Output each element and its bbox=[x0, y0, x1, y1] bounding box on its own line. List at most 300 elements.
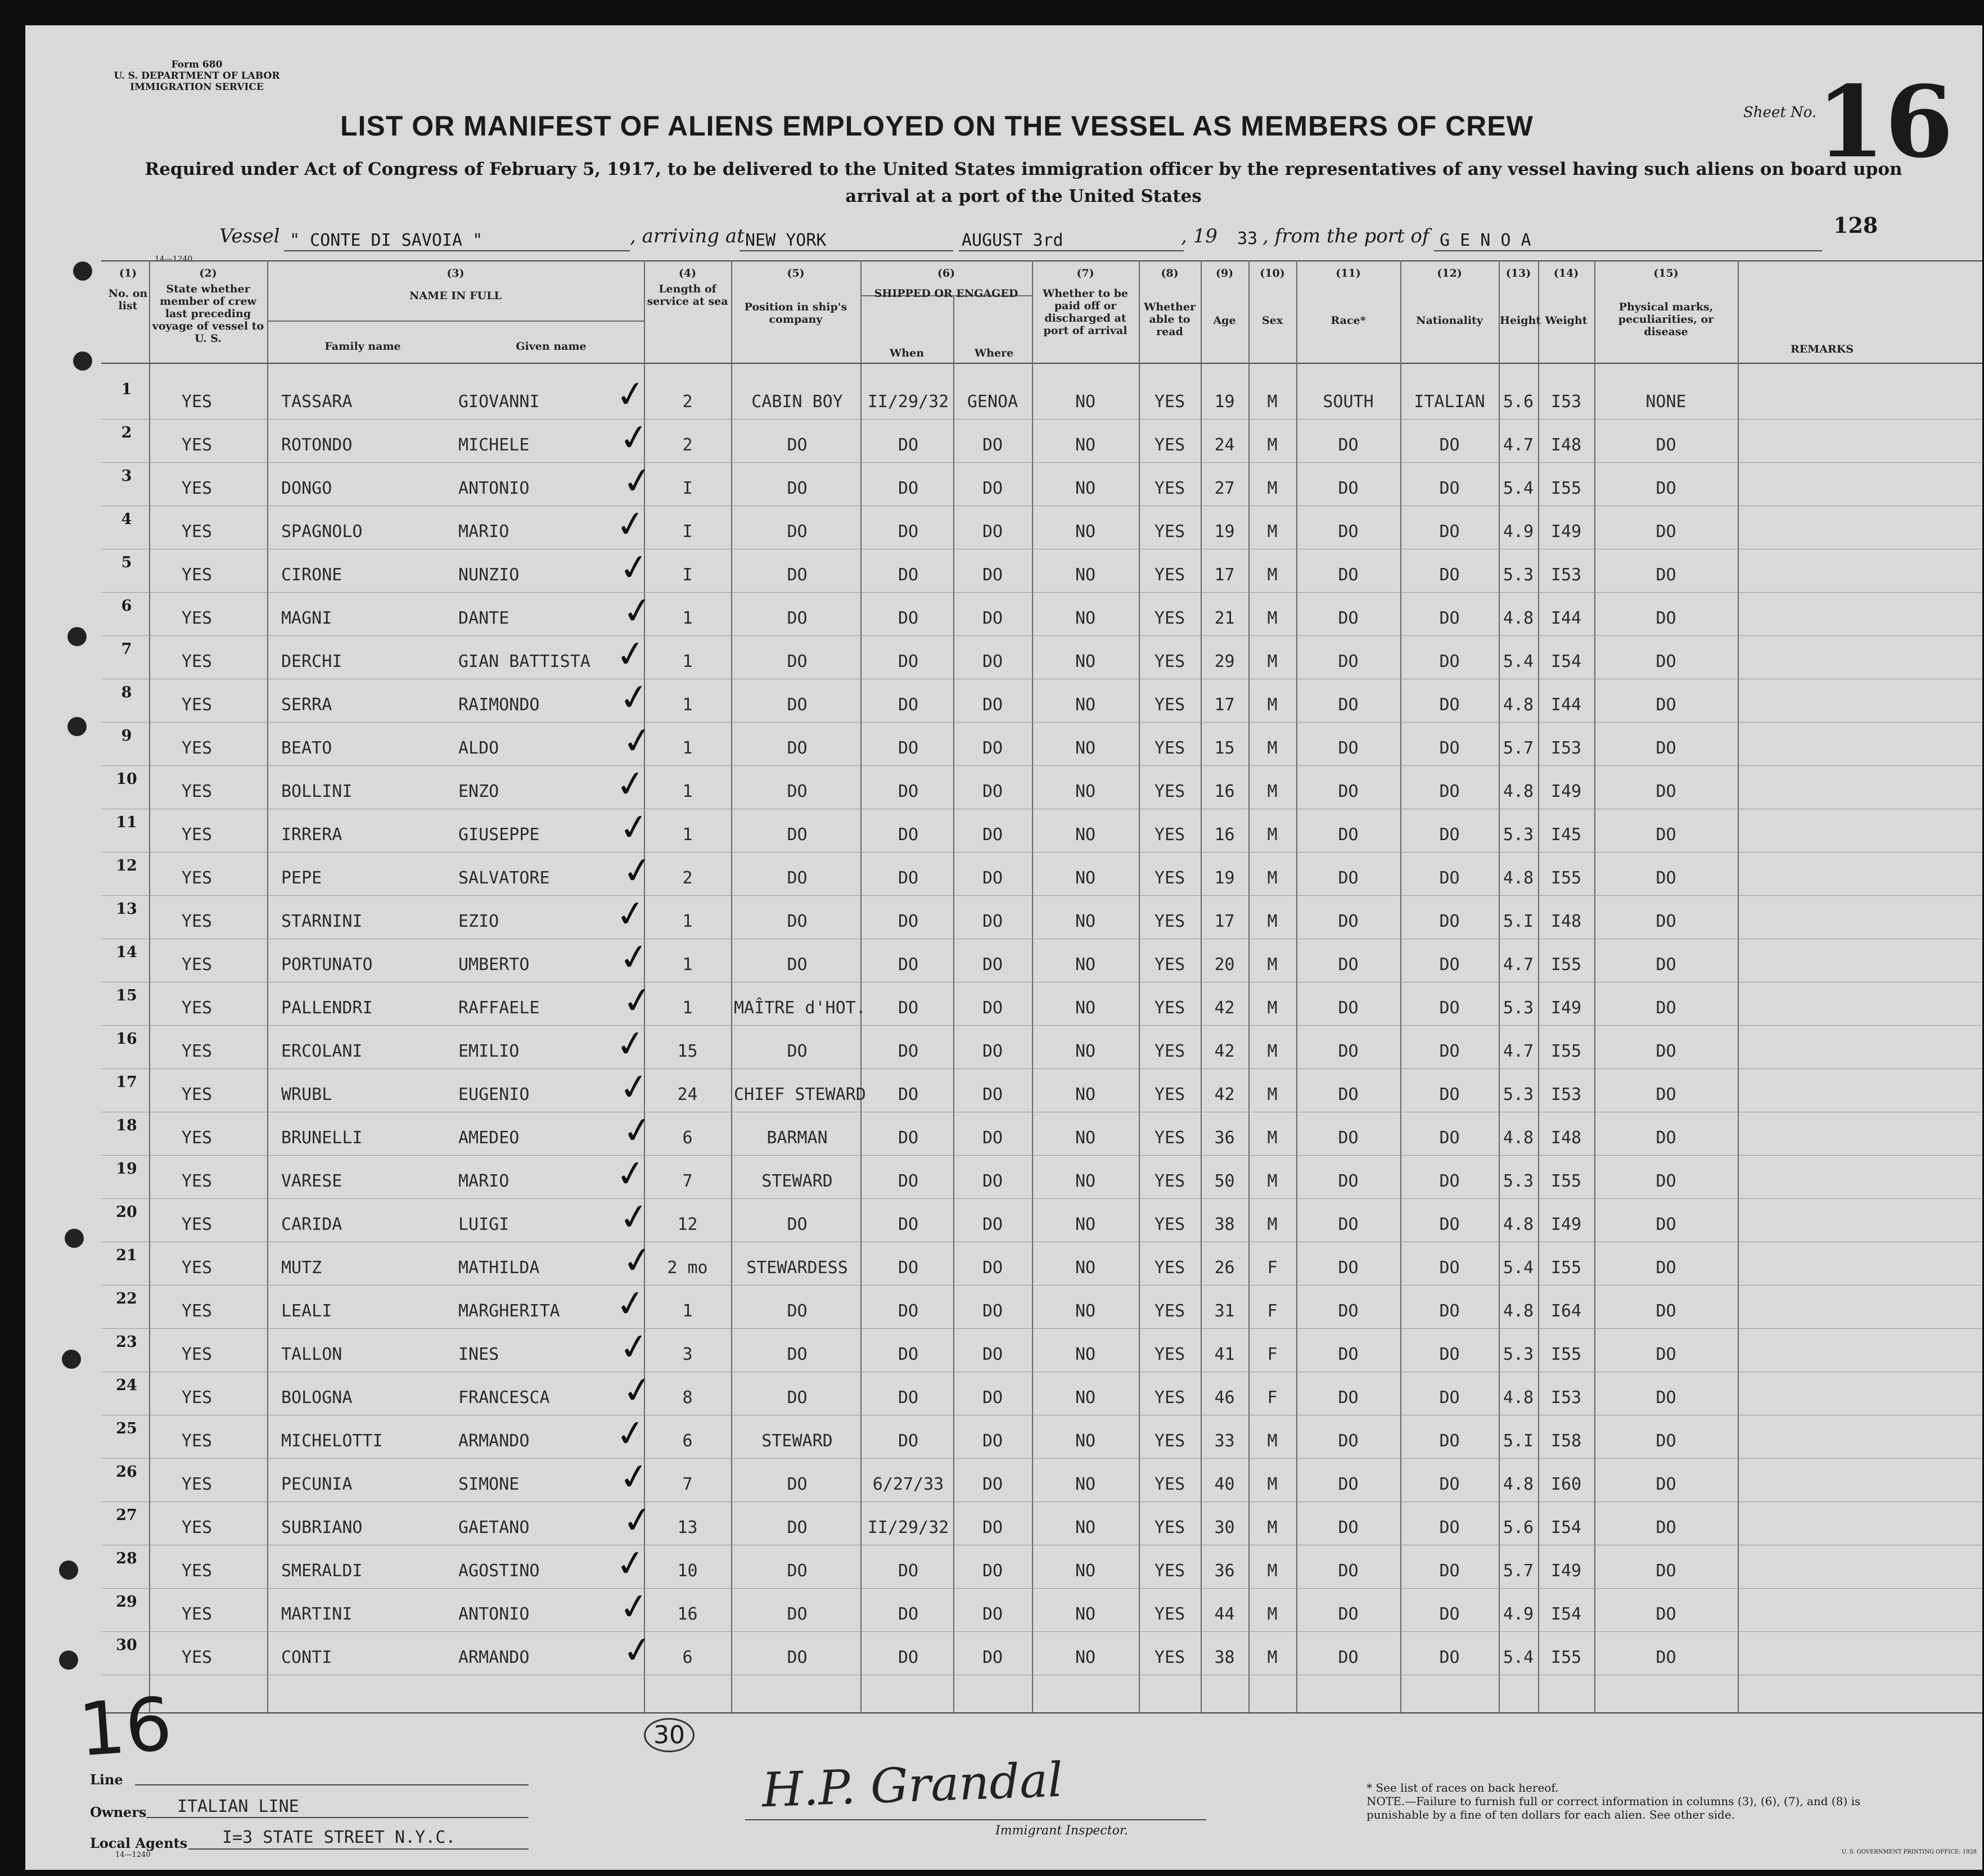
check-mark-icon: ✓ bbox=[620, 718, 656, 764]
arrival-year: 33 bbox=[1237, 229, 1258, 249]
cell-marks: DO bbox=[1656, 1258, 1676, 1278]
cell-weight: I53 bbox=[1550, 738, 1582, 758]
handwritten-page-number: 16 bbox=[75, 1681, 175, 1773]
cell-prev: YES bbox=[181, 782, 213, 801]
col-sex-header: (10) Sex bbox=[1260, 267, 1285, 327]
cell-read: YES bbox=[1154, 1128, 1185, 1148]
cell-race: DO bbox=[1338, 912, 1359, 931]
cell-marks: DO bbox=[1656, 695, 1676, 715]
col-nationality-header: (12) Nationality bbox=[1416, 267, 1483, 327]
check-mark-icon: ✓ bbox=[620, 1108, 656, 1154]
cell-marks: DO bbox=[1656, 652, 1676, 671]
cell-where: DO bbox=[982, 1215, 1003, 1234]
cell-position: DO bbox=[787, 479, 808, 498]
department-name: U. S. DEPARTMENT OF LABOR bbox=[114, 70, 280, 82]
cell-position: DO bbox=[787, 522, 808, 542]
cell-age: 15 bbox=[1214, 738, 1235, 758]
cell-read: YES bbox=[1154, 1518, 1185, 1537]
row-number: 10 bbox=[116, 770, 137, 788]
cell-race: DO bbox=[1338, 998, 1359, 1018]
check-mark-icon: ✓ bbox=[620, 1498, 656, 1544]
row-rule bbox=[101, 722, 1982, 723]
cell-given: FRANCESCA bbox=[458, 1388, 550, 1408]
cell-given: ENZO bbox=[458, 782, 499, 801]
cell-where: DO bbox=[982, 868, 1003, 888]
from-port-label: , from the port of bbox=[1262, 225, 1430, 247]
cell-weight: I49 bbox=[1550, 1561, 1582, 1581]
cell-sex: M bbox=[1267, 782, 1278, 801]
cell-when: DO bbox=[898, 1561, 919, 1581]
cell-where: DO bbox=[982, 1561, 1003, 1581]
check-mark-icon: ✓ bbox=[616, 1324, 652, 1370]
cell-prev: YES bbox=[181, 1301, 213, 1321]
cell-age: 21 bbox=[1214, 608, 1235, 628]
check-mark-icon: ✓ bbox=[613, 1151, 649, 1197]
cell-read: YES bbox=[1154, 695, 1185, 715]
col-when-header: When bbox=[889, 347, 925, 359]
cell-height: 5.3 bbox=[1503, 998, 1534, 1018]
cell-position: DO bbox=[787, 825, 808, 845]
cell-given: MARGHERITA bbox=[458, 1301, 560, 1321]
cell-given: GIOVANNI bbox=[458, 392, 540, 412]
cell-age: 36 bbox=[1214, 1128, 1235, 1148]
cell-where: DO bbox=[982, 1388, 1003, 1408]
row-number: 1 bbox=[121, 381, 132, 398]
cell-prev: YES bbox=[181, 738, 213, 758]
cell-family: VARESE bbox=[281, 1171, 342, 1191]
cell-family: WRUBL bbox=[281, 1085, 332, 1104]
cell-when: DO bbox=[898, 998, 919, 1018]
cell-family: MICHELOTTI bbox=[281, 1431, 383, 1451]
cell-nat: DO bbox=[1439, 998, 1460, 1018]
check-mark-icon: ✓ bbox=[613, 1541, 649, 1587]
row-number: 21 bbox=[116, 1247, 137, 1264]
row-rule bbox=[101, 1198, 1982, 1199]
cell-family: BOLLINI bbox=[281, 782, 353, 801]
cell-given: MICHELE bbox=[458, 435, 530, 455]
cell-height: 4.8 bbox=[1503, 1215, 1534, 1234]
cell-marks: DO bbox=[1656, 479, 1676, 498]
cell-prev: YES bbox=[181, 392, 213, 412]
cell-sex: M bbox=[1267, 1431, 1278, 1451]
cell-paid: NO bbox=[1075, 608, 1096, 628]
check-mark-icon: ✓ bbox=[616, 1584, 652, 1630]
cell-family: PORTUNATO bbox=[281, 955, 373, 975]
cell-where: DO bbox=[982, 1041, 1003, 1061]
cell-family: CONTI bbox=[281, 1648, 332, 1667]
cell-when: DO bbox=[898, 522, 919, 542]
row-number: 24 bbox=[116, 1377, 137, 1394]
cell-paid: NO bbox=[1075, 1474, 1096, 1494]
cell-service: 1 bbox=[682, 998, 693, 1018]
cell-nat: DO bbox=[1439, 782, 1460, 801]
cell-family: PEPE bbox=[281, 868, 322, 888]
cell-service: 1 bbox=[682, 738, 693, 758]
punch-hole bbox=[67, 717, 87, 736]
cell-service: I bbox=[682, 522, 693, 542]
cell-sex: M bbox=[1267, 1041, 1278, 1061]
row-number: 16 bbox=[116, 1030, 137, 1048]
cell-where: DO bbox=[982, 1474, 1003, 1494]
cell-nat: ITALIAN bbox=[1414, 392, 1485, 412]
cell-race: DO bbox=[1338, 565, 1359, 585]
cell-when: DO bbox=[898, 1604, 919, 1624]
cell-weight: I55 bbox=[1550, 1345, 1582, 1364]
cell-nat: DO bbox=[1439, 1258, 1460, 1278]
cell-height: 4.8 bbox=[1503, 1388, 1534, 1408]
cell-service: 15 bbox=[677, 1041, 698, 1061]
cell-given: MARIO bbox=[458, 522, 509, 542]
cell-read: YES bbox=[1154, 1171, 1185, 1191]
cell-where: DO bbox=[982, 1301, 1003, 1321]
cell-age: 38 bbox=[1214, 1215, 1235, 1234]
cell-sex: F bbox=[1267, 1301, 1278, 1321]
cell-race: DO bbox=[1338, 1215, 1359, 1234]
cell-weight: I49 bbox=[1550, 522, 1582, 542]
cell-sex: M bbox=[1267, 1648, 1278, 1667]
cell-prev: YES bbox=[181, 1171, 213, 1191]
cell-service: 2 bbox=[682, 435, 693, 455]
cell-paid: NO bbox=[1075, 1518, 1096, 1537]
cell-position: DO bbox=[787, 1215, 808, 1234]
cell-family: SERRA bbox=[281, 695, 332, 715]
cell-nat: DO bbox=[1439, 738, 1460, 758]
cell-race: DO bbox=[1338, 955, 1359, 975]
cell-where: DO bbox=[982, 912, 1003, 931]
cell-when: DO bbox=[898, 955, 919, 975]
cell-family: SMERALDI bbox=[281, 1561, 363, 1581]
cell-prev: YES bbox=[181, 1085, 213, 1104]
row-number: 25 bbox=[116, 1420, 137, 1437]
cell-when: DO bbox=[898, 1345, 919, 1364]
col-given-name-header: Given name bbox=[516, 340, 587, 353]
cell-family: BOLOGNA bbox=[281, 1388, 353, 1408]
cell-weight: I55 bbox=[1550, 1041, 1582, 1061]
cell-read: YES bbox=[1154, 1041, 1185, 1061]
cell-given: AGOSTINO bbox=[458, 1561, 540, 1581]
cell-given: EUGENIO bbox=[458, 1085, 530, 1104]
cell-race: DO bbox=[1338, 1128, 1359, 1148]
cell-sex: M bbox=[1267, 1604, 1278, 1624]
cell-service: 24 bbox=[677, 1085, 698, 1104]
cell-family: DONGO bbox=[281, 479, 332, 498]
cell-race: DO bbox=[1338, 695, 1359, 715]
cell-when: DO bbox=[898, 738, 919, 758]
cell-height: 5.6 bbox=[1503, 392, 1534, 412]
row-number: 15 bbox=[116, 987, 137, 1004]
cell-where: DO bbox=[982, 1518, 1003, 1537]
form-identifier bbox=[104, 59, 290, 93]
cell-family: PALLENDRI bbox=[281, 998, 373, 1018]
punch-hole bbox=[62, 1350, 81, 1369]
cell-height: 4.7 bbox=[1503, 1041, 1534, 1061]
cell-height: 4.8 bbox=[1503, 1128, 1534, 1148]
col-paid-off-header: (7) Whether to be paid off or discharged at port of arrival bbox=[1043, 267, 1128, 337]
check-mark-icon: ✓ bbox=[620, 458, 656, 504]
cell-age: 19 bbox=[1214, 522, 1235, 542]
row-number: 30 bbox=[116, 1636, 137, 1654]
cell-position: DO bbox=[787, 1561, 808, 1581]
cell-race: DO bbox=[1338, 608, 1359, 628]
cell-sex: M bbox=[1267, 998, 1278, 1018]
cell-sex: F bbox=[1267, 1345, 1278, 1364]
cell-nat: DO bbox=[1439, 1474, 1460, 1494]
cell-service: 6 bbox=[682, 1128, 693, 1148]
col-where-header: Where bbox=[974, 347, 1014, 359]
cell-prev: YES bbox=[181, 1648, 213, 1667]
cell-age: 33 bbox=[1214, 1431, 1235, 1451]
cell-nat: DO bbox=[1439, 825, 1460, 845]
cell-prev: YES bbox=[181, 1345, 213, 1364]
row-rule bbox=[101, 1501, 1982, 1502]
col-height-header: (13) Height bbox=[1500, 267, 1541, 327]
check-mark-icon: ✓ bbox=[613, 761, 649, 808]
cell-when: DO bbox=[898, 695, 919, 715]
cell-weight: I53 bbox=[1550, 1388, 1582, 1408]
col-family-name-header: Family name bbox=[324, 340, 401, 353]
cell-service: 1 bbox=[682, 782, 693, 801]
row-rule bbox=[101, 1328, 1982, 1329]
cell-service: 7 bbox=[682, 1474, 693, 1494]
cell-age: 31 bbox=[1214, 1301, 1235, 1321]
cell-read: YES bbox=[1154, 1474, 1185, 1494]
cell-weight: I45 bbox=[1550, 825, 1582, 845]
form-number: Form 680 bbox=[171, 59, 223, 70]
cell-marks: DO bbox=[1656, 1171, 1676, 1191]
cell-paid: NO bbox=[1075, 1648, 1096, 1667]
cell-nat: DO bbox=[1439, 522, 1460, 542]
cell-weight: I55 bbox=[1550, 479, 1582, 498]
cell-marks: DO bbox=[1656, 955, 1676, 975]
cell-where: DO bbox=[982, 1648, 1003, 1667]
check-mark-icon: ✓ bbox=[620, 1627, 656, 1674]
row-number: 20 bbox=[116, 1203, 137, 1221]
row-number: 5 bbox=[121, 554, 132, 571]
sheet-number: 16 bbox=[1816, 65, 1954, 180]
cell-prev: YES bbox=[181, 1474, 213, 1494]
cell-age: 17 bbox=[1214, 565, 1235, 585]
inspector-label: Immigrant Inspector. bbox=[995, 1824, 1128, 1838]
cell-family: PECUNIA bbox=[281, 1474, 353, 1494]
cell-weight: I49 bbox=[1550, 1215, 1582, 1234]
cell-given: RAFFAELE bbox=[458, 998, 540, 1018]
cell-service: 1 bbox=[682, 608, 693, 628]
row-rule bbox=[101, 895, 1982, 896]
cell-paid: NO bbox=[1075, 1041, 1096, 1061]
cell-prev: YES bbox=[181, 998, 213, 1018]
cell-height: 5.3 bbox=[1503, 1085, 1534, 1104]
year-prefix: , 19 bbox=[1181, 225, 1218, 247]
cell-paid: NO bbox=[1075, 738, 1096, 758]
cell-nat: DO bbox=[1439, 955, 1460, 975]
cell-given: MATHILDA bbox=[458, 1258, 540, 1278]
cell-where: DO bbox=[982, 652, 1003, 671]
row-number: 9 bbox=[121, 727, 132, 745]
cell-sex: M bbox=[1267, 608, 1278, 628]
check-mark-icon: ✓ bbox=[616, 545, 652, 591]
cell-height: 5.3 bbox=[1503, 565, 1534, 585]
cell-prev: YES bbox=[181, 565, 213, 585]
cell-where: DO bbox=[982, 782, 1003, 801]
cell-when: DO bbox=[898, 1431, 919, 1451]
cell-prev: YES bbox=[181, 522, 213, 542]
cell-paid: NO bbox=[1075, 1215, 1096, 1234]
cell-sex: M bbox=[1267, 912, 1278, 931]
cell-service: 7 bbox=[682, 1171, 693, 1191]
cell-where: DO bbox=[982, 955, 1003, 975]
cell-given: EZIO bbox=[458, 912, 499, 931]
row-number: 22 bbox=[116, 1290, 137, 1307]
cell-race: DO bbox=[1338, 1258, 1359, 1278]
cell-prev: YES bbox=[181, 1258, 213, 1278]
cell-prev: YES bbox=[181, 955, 213, 975]
cell-age: 38 bbox=[1214, 1648, 1235, 1667]
cell-service: 1 bbox=[682, 1301, 693, 1321]
cell-sex: M bbox=[1267, 955, 1278, 975]
cell-marks: DO bbox=[1656, 1431, 1676, 1451]
cell-when: DO bbox=[898, 1041, 919, 1061]
departure-port: G E N O A bbox=[1440, 231, 1531, 250]
cell-read: YES bbox=[1154, 1388, 1185, 1408]
cell-when: DO bbox=[898, 1301, 919, 1321]
cell-race: DO bbox=[1338, 1518, 1359, 1537]
cell-prev: YES bbox=[181, 1041, 213, 1061]
cell-nat: DO bbox=[1439, 1301, 1460, 1321]
cell-marks: DO bbox=[1656, 998, 1676, 1018]
cell-race: DO bbox=[1338, 1604, 1359, 1624]
cell-family: SUBRIANO bbox=[281, 1518, 363, 1537]
cell-nat: DO bbox=[1439, 652, 1460, 671]
cell-given: DANTE bbox=[458, 608, 509, 628]
cell-paid: NO bbox=[1075, 522, 1096, 542]
row-number: 7 bbox=[121, 641, 132, 658]
cell-height: 5.4 bbox=[1503, 652, 1534, 671]
cell-given: ARMANDO bbox=[458, 1431, 530, 1451]
cell-height: 5.I bbox=[1503, 1431, 1534, 1451]
cell-position: DO bbox=[787, 1388, 808, 1408]
footer-form-code: 14—1240 bbox=[115, 1851, 151, 1859]
cell-weight: I55 bbox=[1550, 955, 1582, 975]
cell-position: CABIN BOY bbox=[751, 392, 843, 412]
cell-position: DO bbox=[787, 652, 808, 671]
cell-nat: DO bbox=[1439, 1345, 1460, 1364]
cell-race: DO bbox=[1338, 1041, 1359, 1061]
cell-weight: I64 bbox=[1550, 1301, 1582, 1321]
cell-paid: NO bbox=[1075, 782, 1096, 801]
cell-service: 6 bbox=[682, 1648, 693, 1667]
cell-when: DO bbox=[898, 782, 919, 801]
cell-height: 5.4 bbox=[1503, 479, 1534, 498]
cell-service: 1 bbox=[682, 912, 693, 931]
cell-position: STEWARD bbox=[761, 1171, 833, 1191]
col-age-header: (9) Age bbox=[1213, 267, 1236, 327]
cell-service: I bbox=[682, 479, 693, 498]
cell-weight: I54 bbox=[1550, 1518, 1582, 1537]
printer-imprint: U. S. GOVERNMENT PRINTING OFFICE: 1928 bbox=[1842, 1849, 1977, 1855]
check-mark-icon: ✓ bbox=[620, 588, 656, 634]
penalty-note: NOTE.—Failure to furnish full or correct information in columns (3), (6), (7), and (8) is punishable by a fine of ten dollars for each alien. See other side. bbox=[1367, 1794, 1861, 1821]
punch-hole bbox=[67, 627, 87, 646]
cell-prev: YES bbox=[181, 868, 213, 888]
cell-race: DO bbox=[1338, 522, 1359, 542]
cell-race: DO bbox=[1338, 652, 1359, 671]
row-rule bbox=[101, 1631, 1982, 1632]
cell-race: SOUTH bbox=[1323, 392, 1374, 412]
cell-race: DO bbox=[1338, 479, 1359, 498]
cell-family: SPAGNOLO bbox=[281, 522, 363, 542]
cell-where: DO bbox=[982, 1604, 1003, 1624]
row-number: 2 bbox=[121, 424, 132, 441]
cell-position: STEWARD bbox=[761, 1431, 833, 1451]
cell-when: DO bbox=[898, 1085, 919, 1104]
cell-read: YES bbox=[1154, 955, 1185, 975]
cell-when: DO bbox=[898, 912, 919, 931]
cell-given: LUIGI bbox=[458, 1215, 509, 1234]
cell-read: YES bbox=[1154, 652, 1185, 671]
cell-marks: DO bbox=[1656, 738, 1676, 758]
cell-weight: I49 bbox=[1550, 782, 1582, 801]
cell-height: 5.6 bbox=[1503, 1518, 1534, 1537]
col-shipped-header: (6) SHIPPED OR ENGAGED bbox=[874, 267, 1018, 300]
row-rule bbox=[101, 635, 1982, 636]
cell-paid: NO bbox=[1075, 1431, 1096, 1451]
row-rule bbox=[101, 1155, 1982, 1156]
cell-sex: F bbox=[1267, 1388, 1278, 1408]
legal-subtitle: Required under Act of Congress of February 5, 1917, to be delivered to the United States immigration officer by the representatives of any vessel having such aliens on board upon arrival at a port of the United States bbox=[145, 159, 1902, 206]
cell-service: 1 bbox=[682, 955, 693, 975]
cell-given: ANTONIO bbox=[458, 1604, 530, 1624]
row-rule bbox=[101, 1588, 1982, 1589]
cell-prev: YES bbox=[181, 1388, 213, 1408]
local-agents-label: Local Agents bbox=[90, 1835, 188, 1851]
cell-given: GIAN BATTISTA bbox=[458, 652, 590, 671]
cell-where: DO bbox=[982, 1128, 1003, 1148]
handwritten-count-circle: 30 bbox=[644, 1718, 695, 1752]
cell-sex: M bbox=[1267, 565, 1278, 585]
cell-given: INES bbox=[458, 1345, 499, 1364]
cell-nat: DO bbox=[1439, 1431, 1460, 1451]
cell-family: CIRONE bbox=[281, 565, 342, 585]
cell-nat: DO bbox=[1439, 565, 1460, 585]
cell-service: 6 bbox=[682, 1431, 693, 1451]
cell-nat: DO bbox=[1439, 1128, 1460, 1148]
cell-when: DO bbox=[898, 652, 919, 671]
cell-prev: YES bbox=[181, 695, 213, 715]
check-mark-icon: ✓ bbox=[620, 1368, 656, 1414]
cell-weight: I53 bbox=[1550, 392, 1582, 412]
check-mark-icon: ✓ bbox=[613, 1281, 649, 1327]
cell-age: 26 bbox=[1214, 1258, 1235, 1278]
cell-sex: M bbox=[1267, 695, 1278, 715]
cell-when: DO bbox=[898, 1215, 919, 1234]
cell-age: 16 bbox=[1214, 782, 1235, 801]
cell-where: DO bbox=[982, 738, 1003, 758]
cell-given: MARIO bbox=[458, 1171, 509, 1191]
cell-nat: DO bbox=[1439, 1215, 1460, 1234]
cell-nat: DO bbox=[1439, 1085, 1460, 1104]
cell-race: DO bbox=[1338, 1345, 1359, 1364]
cell-weight: I55 bbox=[1550, 868, 1582, 888]
cell-position: DO bbox=[787, 565, 808, 585]
cell-age: 42 bbox=[1214, 998, 1235, 1018]
cell-marks: DO bbox=[1656, 522, 1676, 542]
cell-paid: NO bbox=[1075, 1561, 1096, 1581]
cell-nat: DO bbox=[1439, 695, 1460, 715]
cell-nat: DO bbox=[1439, 1604, 1460, 1624]
punch-hole bbox=[65, 1229, 84, 1248]
cell-family: BEATO bbox=[281, 738, 332, 758]
row-number: 14 bbox=[116, 944, 137, 961]
